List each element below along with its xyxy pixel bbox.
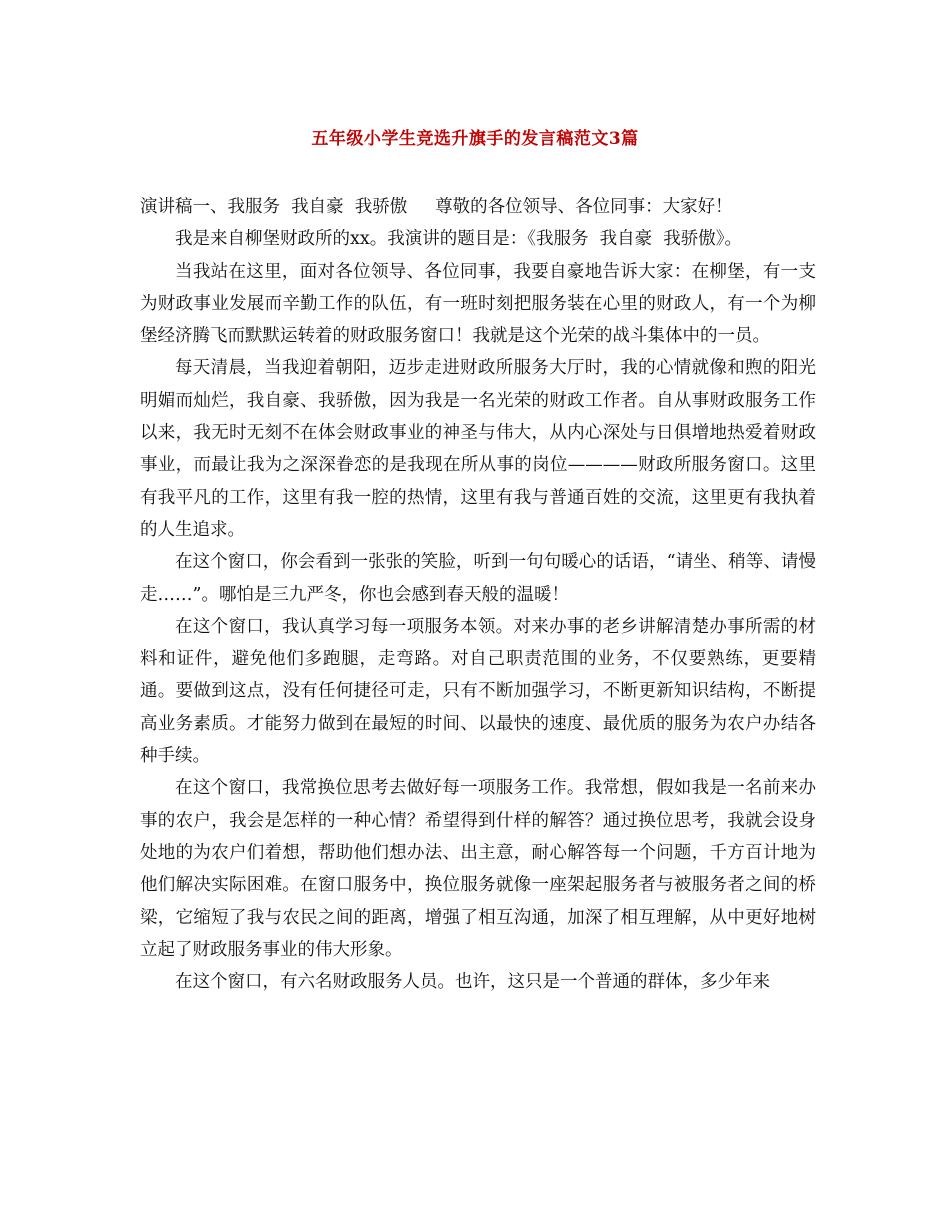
paragraph-7: 在这个窗口，我常换位思考去做好每一项服务工作。我常想，假如我是一名前来办事的农户，我会是怎样的一种心情？希望得到什样的解答？通过换位思考，我就会设身处地的为农户们着想，帮助他们想办法、出主意，耐心解答每一个问题，千方百计地为他们解决实际困难。在窗口服务中，换位服务就像一座架起服务者与被服务者之间的桥梁，它缩短了我与农民之间的距离，增强了相互沟通，加深了相互理解，从中更好地树立起了财政服务事业的伟大形象。: [140, 778, 816, 960]
document-body: [140, 191, 816, 998]
paragraph-5: 在这个窗口，你会看到一张张的笑脸，听到一句句暖心的话语，“请坐、稍等、请慢走……”。哪怕是三九严冬，你也会感到春天般的温暖！: [140, 552, 816, 605]
paragraph-6: 在这个窗口，我认真学习每一项服务本领。对来办事的老乡讲解清楚办事所需的材料和证件，避免他们多跑腿，走弯路。对自己职责范围的业务，不仅要熟练，更要精通。要做到这点，没有任何捷径可走，只有不断加强学习，不断更新知识结构，不断提高业务素质。才能努力做到在最短的时间、以最快的速度、最优质的服务为农户办结各种手续。: [140, 616, 816, 767]
paragraph-8: 在这个窗口，有六名财政服务人员。也许，这只是一个普通的群体，多少年来: [175, 972, 770, 993]
paragraph-2: 我是来自柳堡财政所的xx。我演讲的题目是：《我服务 我自豪 我骄傲》。: [175, 229, 742, 250]
paragraph-4: 每天清晨，当我迎着朝阳，迈步走进财政所服务大厅时，我的心情就像和煦的阳光明媚而灿烂，我自豪、我骄傲，因为我是一名光荣的财政工作者。自从事财政服务工作以来，我无时无刻不在体会财政事业的神圣与伟大，从内心深处与日俱增地热爱着财政事业，而最让我为之深深眷恋的是我现在所从事的岗位————财政所服务窗口。这里有我平凡的工作，这里有我一腔的热情，这里有我与普通百姓的交流，这里更有我执着的人生追求。: [140, 358, 816, 540]
document-title: 五年级小学生竞选升旗手的发言稿范文3篇: [311, 129, 639, 149]
paragraph-3: 当我站在这里，面对各位领导、各位同事，我要自豪地告诉大家：在柳堡，有一支为财政事业发展而辛勤工作的队伍，有一班时刻把服务装在心里的财政人，有一个为柳堡经济腾飞而默默运转着的财政服务窗口！我就是这个光荣的战斗集体中的一员。: [140, 261, 816, 347]
paragraph-1: 演讲稿一、我服务 我自豪 我骄傲 尊敬的各位领导、各位同事：大家好！: [140, 197, 733, 217]
